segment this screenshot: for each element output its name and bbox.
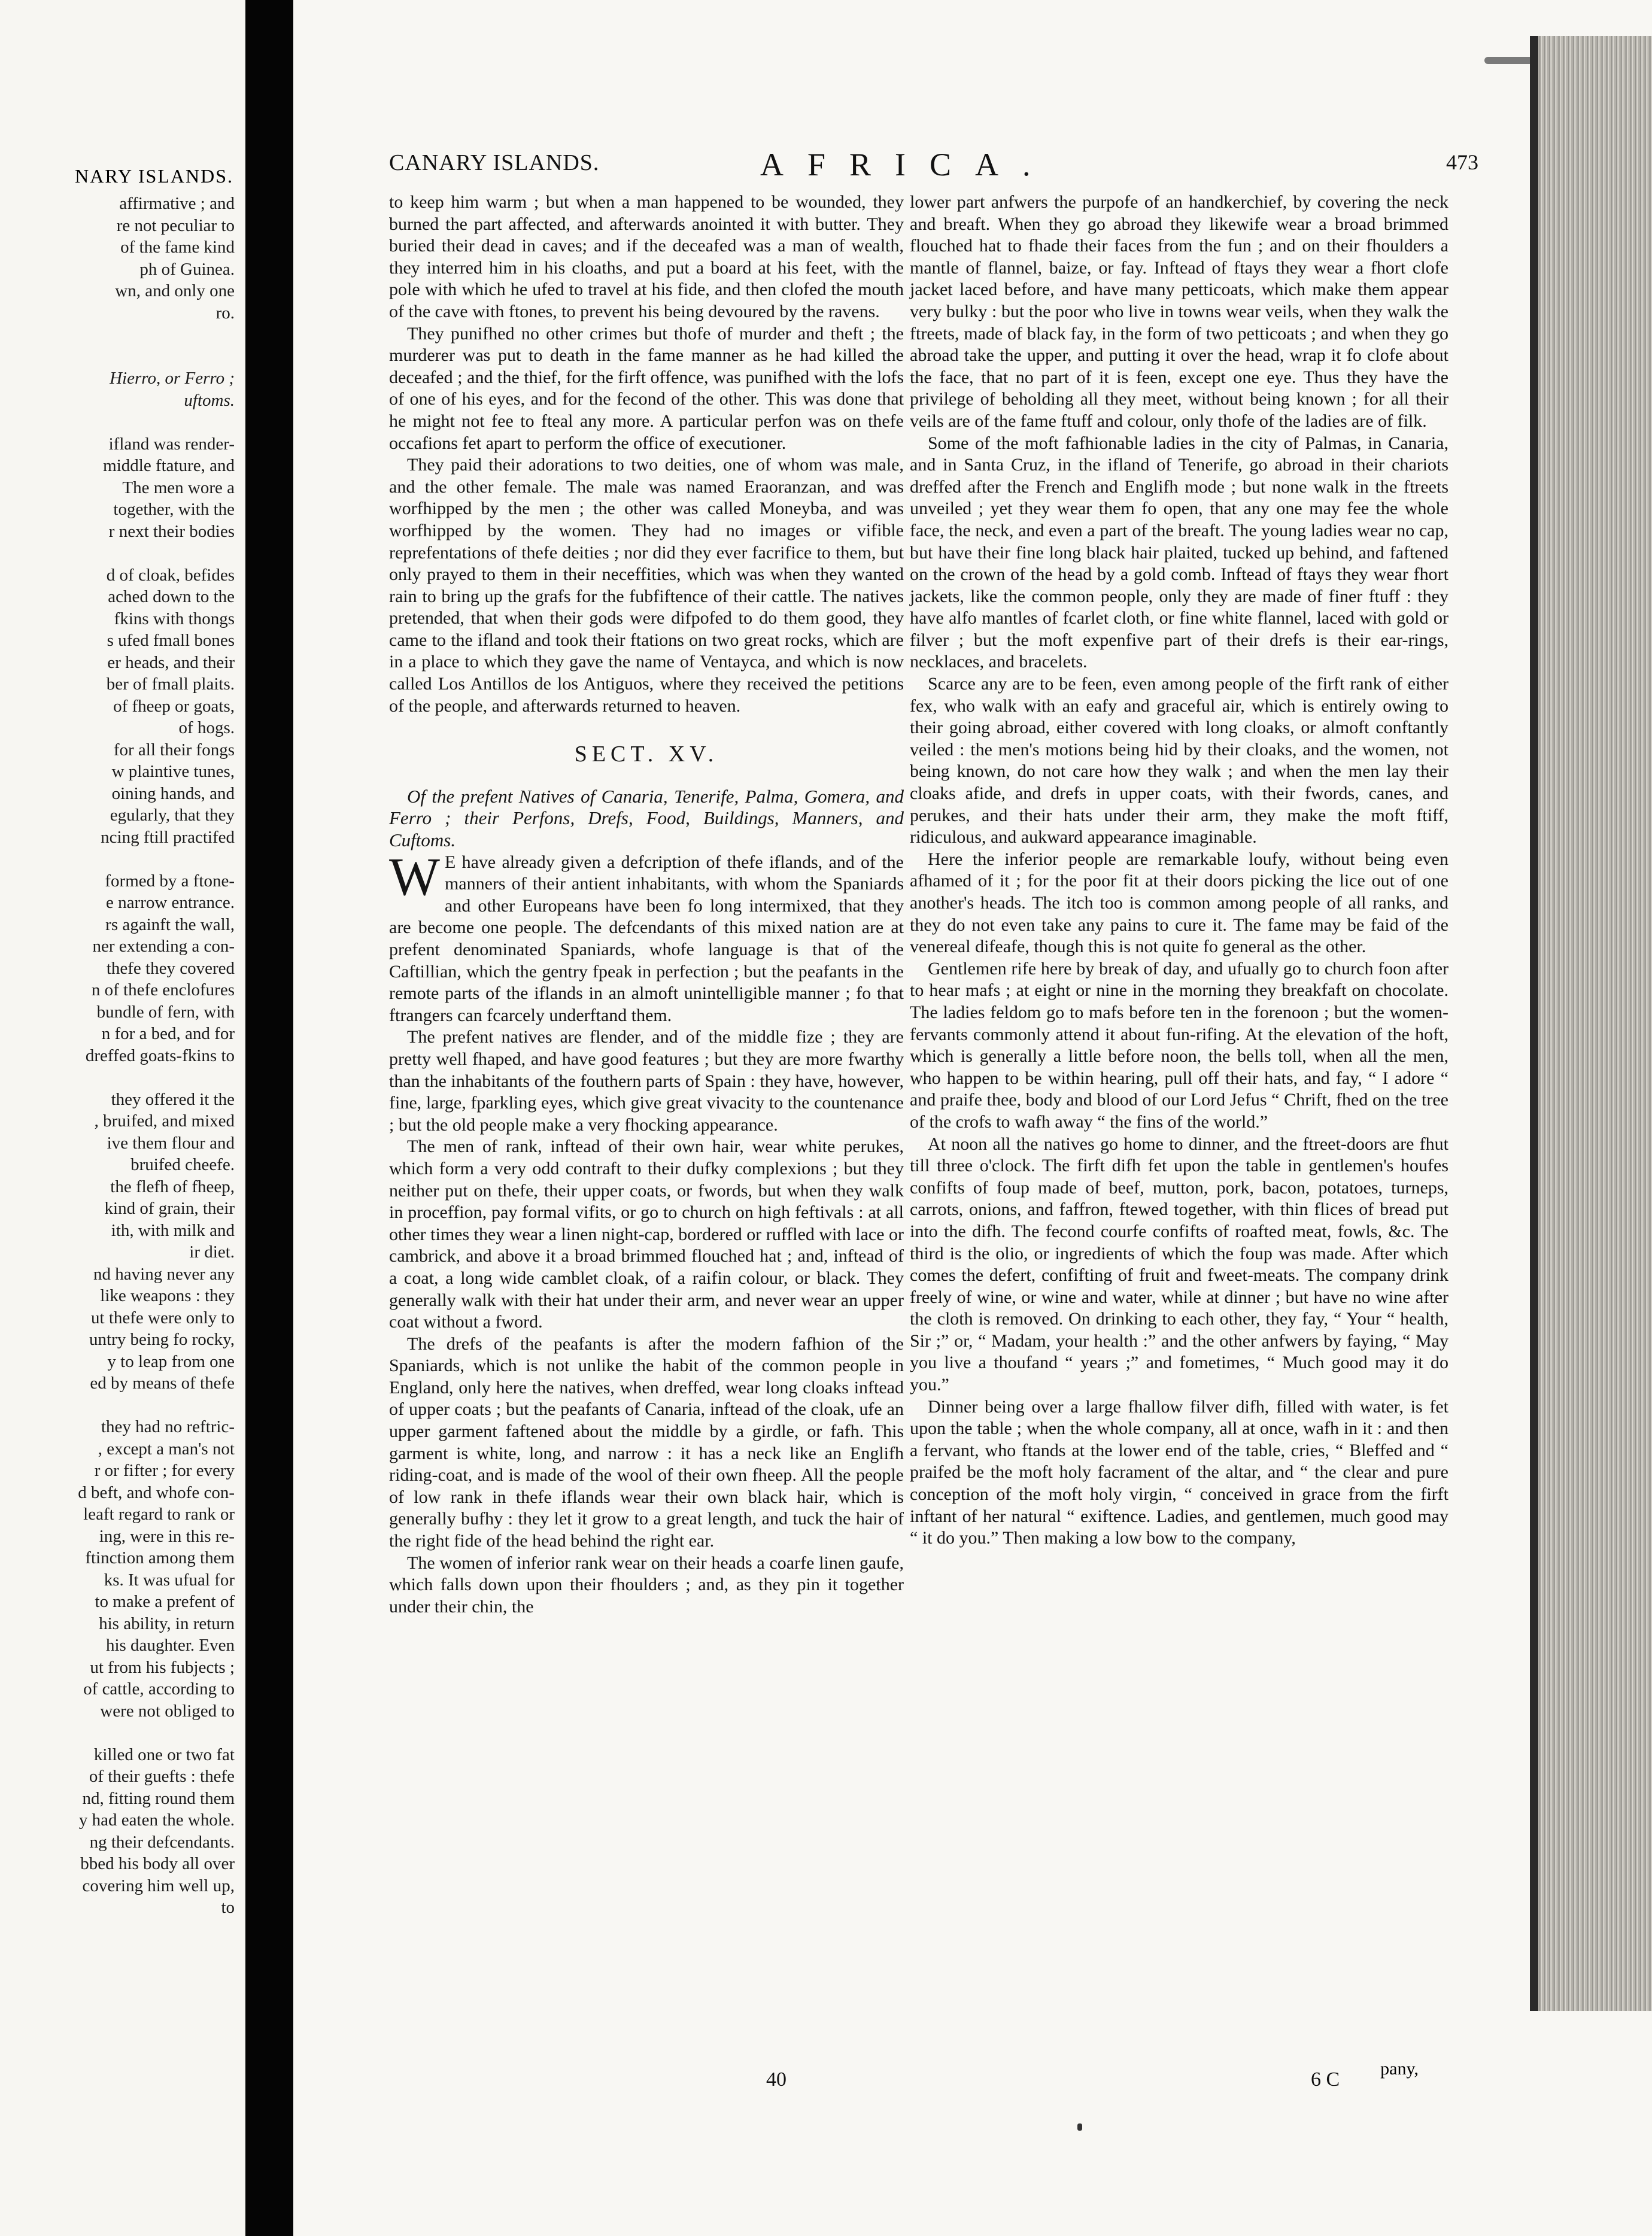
left-page-line: Hierro, or Ferro ; (110, 369, 235, 388)
left-page-line: ith, with milk and (111, 1220, 235, 1240)
paragraph: At noon all the natives go home to dinner, and the ftreet-doors are fhut till three o'clock. The firft difh fet upon the table in gentlemen's houfes confifts of foup made of beef, mutton, pork, bacon, potatoes, turneps, carrots, onions, and faffron, ftewed together, with thin flices of bread put into the difh. The fecond courfe confifts of roafted meat, fowls, &c. The third is the olio, or ingredients of which the foup was made. After which comes the defert, confifting of fruit and fweet-meats. The company drink freely of wine, or wine and water, while at dinner ; but have no wine after the cloth is removed. On drinking to each other, they fay, “ Your “ health, Sir ;” or, “ Madam, your health :” and the other anfwers by faying, “ May you live a thoufand “ years ;” and fometimes, “ Much good may it do you.” (910, 1134, 1448, 1395)
left-page-line: wn, and only one (115, 281, 235, 300)
book-gutter (245, 0, 293, 2236)
left-page-line: the flefh of fheep, (110, 1177, 235, 1196)
paragraph: The women of inferior rank wear on their heads a coarfe linen gaufe, which falls down upon their fhoulders ; and, as they pin it together under their chin, the (389, 1553, 904, 1617)
left-page-line (78, 411, 235, 433)
left-page-line: ber of fmall plaits. (106, 675, 235, 694)
left-page-line: bruifed cheefe. (130, 1155, 235, 1174)
left-page-line: ks. It was ufual for (104, 1570, 235, 1590)
left-page-line: ftinction among them (85, 1548, 235, 1567)
left-page-line: w plaintive tunes, (111, 762, 235, 781)
left-page-line: ir diet. (189, 1242, 235, 1262)
section-title: SECT. XV. (574, 742, 719, 767)
left-page-line: e narrow entrance. (106, 893, 235, 912)
paragraph: They paid their adorations to two deities, one of whom was male, and the other female. The male was named Eraoranzan, and was worfhipped by the men ; the other was called Moneyba, and was worfhipped by the women. They had no images or vifible reprefentations of thefe deities ; nor did they ever facrifice to them, but only prayed to them in their neceffities, which was when they wanted rain to bring up the grafs for the fubfiftence of their cattle. The natives pretended, that when their gods were difpofed to do them good, they came to the ifland and took their ftations on two great rocks, which are in a place to which they gave the name of Ventayca, and which is now called Los Antillos de los Antiguos, where they received the petitions of the people, and afterwards returned to heaven. (389, 455, 904, 716)
left-page-line: of cattle, according to (83, 1679, 235, 1699)
left-page-line: ed by means of thefe (90, 1374, 235, 1393)
left-page-line: of fheep or goats, (113, 696, 235, 716)
left-page-line: d of cloak, befides (106, 565, 235, 585)
left-page-line: ing, were in this re- (99, 1526, 235, 1546)
left-page-line: d beft, and whofe con- (78, 1482, 235, 1502)
left-page-line: bbed his body all over (80, 1854, 235, 1873)
left-page-line: ner extending a con- (92, 937, 235, 956)
page-edges (1538, 36, 1652, 2011)
left-page-text (78, 193, 235, 1919)
left-page-line: ifland was render- (108, 434, 235, 454)
left-page-line: The men wore a (122, 478, 235, 497)
left-page-line: ive them flour and (107, 1133, 235, 1153)
left-page-line: r next their bodies (108, 521, 235, 541)
left-page-line: they offered it the (111, 1089, 235, 1109)
left-page-line (78, 346, 235, 368)
left-page-line: nd having never any (93, 1264, 235, 1284)
left-page-line: n of thefe enclofures (91, 980, 235, 999)
section-first-paragraph (389, 847, 904, 1027)
paragraph-text: E have already given a defcription of thefe iflands, and of the manners of their antient inhabitants, with whom the Spaniards and other Europeans have been fo long intermixed, that they are become one people. The defcendants of this mixed nation are at prefent denominated Spaniards, whofe language is that of the Caftillian, which the gentry fpeak in perfection ; but the peafants in the remote parts of the iflands in an almoft unintelligible manner ; fo that ftrangers can fcarcely underftand them. (389, 852, 904, 1025)
paragraph: The drefs of the peafants is after the modern fafhion of the Spaniards, which is not unlike the habit of the common people in England, only here the natives, when dreffed, wear long cloaks inftead of upper coats ; but the peafants of Canaria, inftead of the cloak, ufe an upper garment faftened about the middle by a girdle, or fafh. This garment is white, long, and narrow : it has a neck like an Englifh riding-coat, and is made of the wool of their own fheep. All the people of low rank in thefe iflands wear their own black hair, which is generally bufhy : they let it grow to a great length, and tuck the hair of the right fide of the head behind the right ear. (389, 1333, 904, 1551)
left-page-line: kind of grain, their (104, 1199, 235, 1218)
paragraph: lower part anfwers the purpofe of an handkerchief, by covering the neck and breaft. When they go abroad they likewife wear a broad brimmed flouched hat to fhade their faces from the fun ; and on their fhoulders a mantle of flannel, baize, or fay. Inftead of ftays they wear a fhort clofe jacket laced before, and have many petticoats, which make them appear very bulky : but the poor who live in towns wear veils, when they walk the ftreets, made of black fay, in the form of two petticoats ; and when they go abroad take the upper, and putting it over the head, wrap it fo clofe about the face, that no part of it is feen, except one eye. Thus they have the privilege of beholding all they meet, without being known ; for all their veils are of the fame ftuff and colour, only thofe of the ladies are of filk. (910, 192, 1448, 431)
running-head-center: AFRICA. (760, 147, 1055, 183)
paragraph: Here the inferior people are remarkable loufy, without being even afhamed of it ; for the poor fit at their doors picking the lice out of one another's heads. The itch too is common among people of all ranks, and they do not even take any pains to cure it. The fame may be faid of the venereal difeafe, though this is not quite fo general as the other. (910, 849, 1448, 957)
left-page-line: rs againft the wall, (105, 915, 235, 934)
left-page-line: middle ftature, and (103, 456, 235, 475)
left-page-line: formed by a ftone- (105, 871, 235, 891)
running-head (389, 147, 1478, 186)
left-page-line: untry being fo rocky, (89, 1330, 235, 1349)
left-page-line: of the fame kind (120, 238, 235, 257)
left-page-line: nd, fitting round them (82, 1788, 235, 1808)
left-page-line: ph of Guinea. (139, 259, 235, 279)
signature-mark-right: 6 C (1311, 2068, 1340, 2091)
left-page-line: his daughter. Even (105, 1636, 235, 1655)
paragraph: Scarce any are to be feen, even among people of the firft rank of either fex, who walk with an eafy and graceful air, which is entirely owing to their going abroad, either covered with long cloaks, or almoft conftantly veiled : the men's motions being hid by their cloaks, and the women, not being known, do not care how they walk ; and when the men lay their cloaks afide, and drefs in upper coats, with their fwords, canes, and perukes, and their hats under their arm, they make the moft ftiff, ridiculous, and aukward appearance imaginable. (910, 674, 1448, 847)
left-page-line: n for a bed, and for (101, 1024, 235, 1043)
left-page-line: ng their defcendants. (89, 1832, 235, 1852)
paragraph: Gentlemen rife here by break of day, and ufually go to church foon after to hear mafs ; at eight or nine in the morning they breakfaft on chocolate. The ladies feldom go to mafs before ten in the forenoon ; but the women-fervants commonly attend it about fun-rifing. At the elevation of the hoft, which is generally a little before noon, the bells toll, when all the men, who happen to be within hearing, pull off their hats, and fay, “ I adore “ and praife thee, body and blood of our Lord Jefus “ Chrift, fhed on the tree of the crofs to wafh away “ the fins of the world.” (910, 958, 1448, 1132)
left-page-line (78, 1395, 235, 1417)
left-page-line: leaft regard to rank or (83, 1505, 235, 1524)
signature-mark-left: 40 (766, 2068, 786, 2091)
left-page-line: fkins with thongs (114, 609, 235, 628)
left-page-line: covering him well up, (82, 1876, 235, 1895)
left-page-line: y had eaten the whole. (78, 1810, 235, 1830)
catchword: pany, (1380, 2059, 1419, 2079)
left-page-line: bundle of fern, with (96, 1002, 235, 1022)
left-page-line: were not obliged to (100, 1701, 235, 1721)
paragraph: The prefent natives are flender, and of the middle fize ; they are pretty well fhaped, and have good features ; but they are more fwarthy than the inhabitants of the fouthern parts of Spain : they have, however, fine, large, fparkling eyes, which give great vivacity to the countenance ; but the old people make a very fhocking appearance. (389, 1027, 904, 1135)
column-right (910, 192, 1448, 1550)
left-page-line: ached down to the (108, 587, 235, 606)
left-page-line: ncing ftill practifed (101, 827, 235, 847)
left-page-line: killed one or two fat (93, 1745, 235, 1764)
page-edge-shadow (1530, 36, 1538, 2011)
left-page-line (78, 542, 235, 564)
left-page-line: re not peculiar to (116, 215, 235, 235)
left-page-line: , bruifed, and mixed (94, 1111, 235, 1131)
left-page-line: his ability, in return (99, 1614, 235, 1633)
paragraph: Some of the moft fafhionable ladies in the city of Palmas, in Canaria, and in Santa Cruz, in the ifland of Tenerife, go abroad in their chariots dreffed after the French and Englifh mode ; but none walk in the ftreets unveiled ; yet they wear them fo open, that any one may fee the whole face, the neck, and even a part of the breaft. The young ladies wear no cap, but have their fine long black hair plaited, tucked up behind, and faftened on the crown of the head by a gold comb. Inftead of ftays they wear fhort jackets, like the common people, only they are made of finer ftuff : they have alfo mantles of fcarlet cloth, or fine white flannel, laced with gold or filver ; but the moft expenfive part of their drefs is their ear-rings, necklaces, and bracelets. (910, 433, 1448, 672)
left-page-line: thefe they covered (106, 958, 235, 978)
left-page (0, 0, 245, 2236)
left-page-line: ut from his fubjects ; (90, 1657, 235, 1677)
left-page-line: together, with the (113, 500, 235, 519)
section-subtitle: Of the prefent Natives of Canaria, Tenerife, Palma, Gomera, and Ferro ; their Perfons, Drefs, Food, Buildings, Manners, and Cuftoms. (389, 785, 904, 851)
left-page-line (78, 1067, 235, 1089)
left-page-line: affirmative ; and (119, 194, 235, 213)
running-head-left: CANARY ISLANDS. (389, 150, 600, 175)
paragraph: They punifhed no other crimes but thofe of murder and theft ; the murderer was put to death in the fame manner as he had killed the deceafed ; and the thief, for the firft offence, was punifhed with the lofs of one of his eyes, and for the fecond of the other. This was done that he might not fee to fteal any more. A particular perfon was on thefe occafions fet apart to perform the office of executioner. (389, 323, 904, 453)
left-page-line: to (221, 1898, 235, 1917)
left-page-line: uftoms. (184, 390, 235, 410)
left-page-line: of their guefts : thefe (89, 1767, 235, 1786)
left-page-line: oining hands, and (111, 783, 235, 803)
left-page-line: for all their fongs (113, 740, 235, 759)
left-running-head: NARY ISLANDS. (75, 165, 233, 187)
left-page-line: of hogs. (178, 718, 235, 737)
column-left (389, 192, 904, 1618)
left-page-line (78, 324, 235, 346)
paragraph: Dinner being over a large fhallow filver difh, filled with water, is fet upon the table ; when the whole company, all at once, wafh in it : and then a fervant, who ftands at the lower end of the table, cries, “ Bleffed and “ praifed be the moft holy facrament of the altar, and “ the clear and pure conception of the moft holy virgin, “ conceived in grace from the firft inftant of her natural “ exiftence. Ladies, and gentlemen, much good may “ it do you.” Then making a low bow to the company, (910, 1396, 1448, 1548)
left-page-line (78, 848, 235, 870)
left-page-line: r or fifter ; for every (94, 1461, 235, 1480)
left-page-line: s ufed fmall bones (107, 631, 235, 650)
left-page-line: er heads, and their (107, 652, 235, 672)
left-page-line: egularly, that they (110, 806, 235, 825)
printer-mark (1077, 2123, 1082, 2131)
left-page-line: , except a man's not (98, 1439, 235, 1459)
paragraph: to keep him warm ; but when a man happened to be wounded, they burned the part affected, and afterwards anointed it with butter. They buried their dead in caves; and if the deceafed was a man of wealth, they interred him in his cloaths, and put a board at his feet, with the pole with which he ufed to travel at his fide, and then clofed the mouth of the cave with ftones, to prevent his being devoured by the ravens. (389, 192, 904, 321)
left-page-line: they had no reftric- (101, 1417, 235, 1436)
left-page-line: like weapons : they (100, 1286, 235, 1305)
left-page-line: ro. (215, 303, 235, 323)
drop-cap: W (389, 847, 440, 907)
right-page (293, 0, 1652, 2236)
left-page-line: to make a prefent of (95, 1592, 235, 1611)
page-number: 473 (1446, 150, 1478, 174)
left-page-line: ut thefe were only to (91, 1308, 235, 1327)
paragraph: The men of rank, inftead of their own hair, wear white perukes, which form a very odd contraft to their dufky complexions ; but they neither put on thefe, their upper coats, or fwords, but when they walk in proceffion, pay formal vifits, or go to church on high feftivals : at all other times they wear a linen night-cap, bordered or ruffled with lace or cambrick, and above it a broad brimmed flouched hat ; and, inftead of a coat, a long wide camblet cloak, of a raifin colour, or black. They generally walk with their hat under their arm, and never wear an upper coat without a fword. (389, 1137, 904, 1332)
left-page-line: dreffed goats-fkins to (85, 1046, 235, 1065)
left-page-line (78, 1722, 235, 1744)
left-page-line: y to leap from one (107, 1351, 235, 1371)
